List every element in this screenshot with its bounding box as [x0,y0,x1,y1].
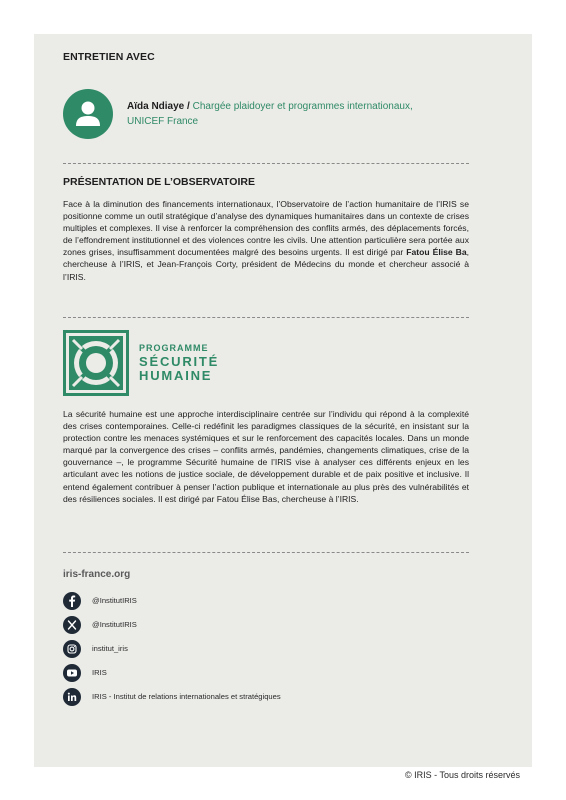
presentation-paragraph [63,198,469,283]
social-label: IRIS [92,668,107,677]
social-linkedin[interactable] [63,688,443,708]
social-label: @InstitutIRIS [92,620,137,629]
lifebuoy-logo-icon [63,330,129,396]
interviewee-name: Aïda Ndiaye / [127,101,190,112]
logo-line-securite: SÉCURITÉ [139,354,220,369]
divider [63,552,469,553]
social-instagram[interactable] [63,640,443,660]
presentation-text: Face à la diminution des financements internationaux, l’Observatoire de l’action humanitaire de l’IRIS se positionne comme un outil stratégique d’analyse des dynamiques humanitaires dans un contexte de crises multiples et complexes. Il vise à renforcer la compréhension des conflits armés, des déplacements forcés, de l’effondrement institutionnel et des violences contre les civils. Une attention particulière sera portée aux zones grises, insuffisamment documentées malgré des besoins urgents. Il est dirigé par [63,199,469,258]
x-twitter-icon [63,616,81,634]
social-label: @InstitutIRIS [92,596,137,605]
social-label: institut_iris [92,644,128,653]
divider [63,163,469,164]
interviewee-role: Chargée plaidoyer et programmes internationaux, UNICEF France [127,101,413,127]
presentation-text-end: , chercheuse à l’IRIS, et Jean-François Corty, président de Médecins du monde et chercheur associé à l’IRIS. [63,247,470,282]
program-paragraph: La sécurité humaine est une approche interdisciplinaire centrée sur l’individu qui répond à la complexité des crises contemporaines. Celle-ci redéfinit les paradigmes classiques de la sécurité, en insistant sur la protection contre les menaces systémiques et sur le renforcement des capacités locales. Dans un monde marqué par la convergence des crises – conflits armés, pandémies, changements climatiques, crise de la gouvernance –, le programme Sécurité humaine de l’IRIS vise à analyser ces différents enjeux en les articulant avec les notions de justice sociale, de développement durable et de paix positive et inclusive. Il entend également contribuer à penser l’action publique et internationale au plus près des vulnérabilités et des résiliences sociales. Il est dirigé par Fatou Élise Bas, chercheuse à l’IRIS. [63,409,469,504]
divider [63,317,469,318]
facebook-icon [63,592,81,610]
director-name: Fatou Élise Ba [406,247,467,258]
interview-heading: ENTRETIEN AVEC [63,51,155,63]
copyright-footer: © IRIS - Tous droits réservés [404,770,520,780]
social-youtube[interactable] [63,664,443,684]
social-label: IRIS - Institut de relations internationales et stratégiques [92,692,281,701]
linkedin-icon [63,688,81,706]
social-x[interactable] [63,616,443,636]
website-link[interactable]: iris-france.org [63,569,131,580]
logo-line-humaine: HUMAINE [139,368,213,383]
presentation-heading: PRÉSENTATION DE L’OBSERVATOIRE [63,176,255,188]
interviewee-block [63,89,473,141]
interviewee-text [127,99,427,129]
program-logo-text [139,341,219,383]
instagram-icon [63,640,81,658]
social-facebook[interactable] [63,592,443,612]
program-logo [63,330,263,396]
youtube-icon [63,664,81,682]
avatar [63,89,113,139]
person-icon [63,89,113,139]
content-panel [34,34,532,767]
logo-line-programme: PROGRAMME [139,343,209,353]
